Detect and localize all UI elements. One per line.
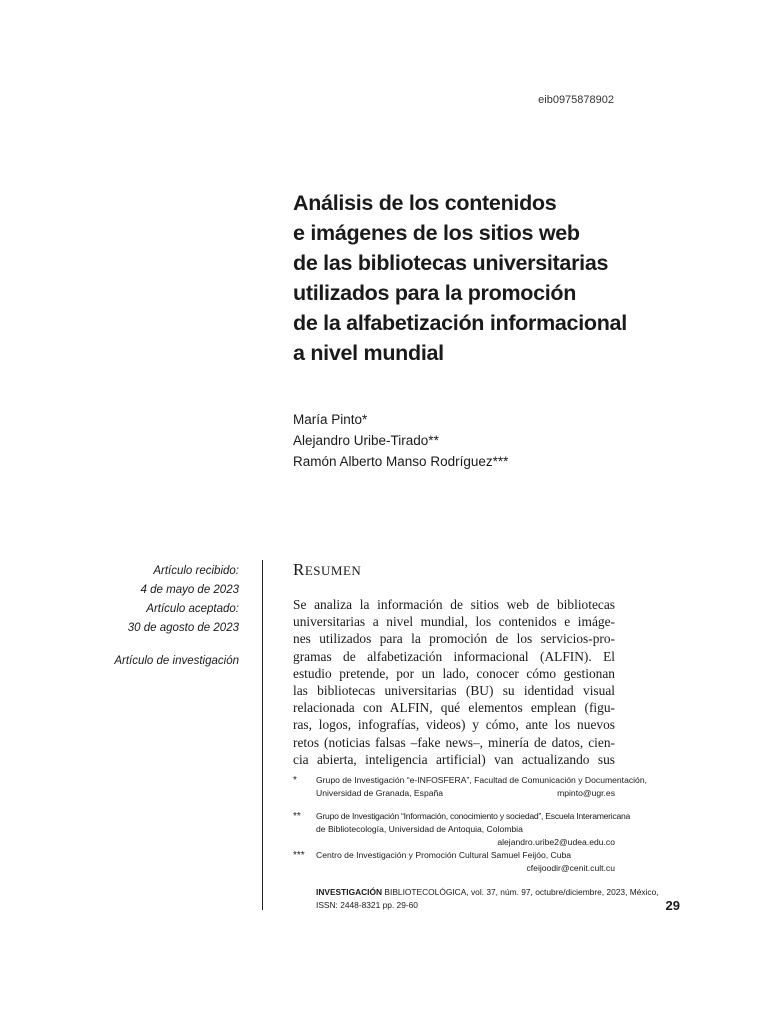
- author-list: [293, 409, 508, 472]
- footnote-email[interactable]: mpinto@ugr.es: [557, 788, 615, 798]
- author-name: María Pinto*: [293, 412, 368, 427]
- document-id: eib0975878902: [538, 94, 614, 106]
- abstract-line: gramas de alfabetización informacional (ALFIN). El: [293, 648, 615, 664]
- accepted-date: 30 de agosto de 2023: [127, 622, 239, 634]
- received-label: Artículo recibido:: [153, 565, 239, 577]
- title-line: e imágenes de los sitios web: [293, 221, 580, 245]
- footnote-affiliation: Grupo de Investigación “Información, conocimiento y sociedad”, Escuela Interamericana: [316, 811, 631, 821]
- abstract-line: relacionada con ALFIN, qué elementos emplean (figu-: [293, 700, 615, 716]
- title-line: de las bibliotecas universitarias: [293, 251, 609, 275]
- citation-line: [316, 886, 659, 899]
- footnotes: [293, 774, 648, 875]
- article-type: Artículo de investigación: [114, 655, 239, 667]
- title-line: utilizados para la promoción: [293, 281, 577, 305]
- abstract-text: [293, 596, 615, 768]
- column-divider: [262, 560, 263, 910]
- section-heading: [293, 560, 361, 580]
- abstract-line: universitarias a nivel mundial, los contenidos e imáge-: [293, 614, 615, 630]
- footnote-affiliation: Universidad de Granada, España: [316, 788, 444, 798]
- footnote-affiliation: Grupo de Investigación “e-INFOSFERA”, Facultad de Comunicación y Documentación,: [316, 775, 648, 785]
- journal-name: INVESTIGACIÓN: [316, 887, 383, 897]
- abstract-line: retos (noticias falsas –fake news–, minería de datos, cien-: [293, 734, 615, 750]
- footnote-affiliation: Centro de Investigación y Promoción Cultural Samuel Feijóo, Cuba: [316, 850, 572, 860]
- journal-details: BIBLIOTECOLÓGICA, vol. 37, núm. 97, octubre/diciembre, 2023, México,: [384, 887, 659, 897]
- abstract-line: ras, logos, infografías, videos) y cómo, ante los nuevos: [293, 717, 615, 733]
- footnote-mark: **: [293, 811, 301, 822]
- footnote-email[interactable]: alejandro.uribe2@udea.edu.co: [497, 837, 615, 847]
- footnote: [293, 774, 648, 800]
- issn-line: ISSN: 2448-8321 pp. 29-60: [316, 900, 418, 910]
- footnote: [293, 810, 631, 849]
- page-number: 29: [665, 898, 680, 913]
- abstract-line: cia abierta, inteligencia artificial) van actualizando sus: [293, 751, 615, 767]
- author-name: Ramón Alberto Manso Rodríguez***: [293, 454, 509, 469]
- title-line: Análisis de los contenidos: [293, 191, 557, 215]
- footnote-email[interactable]: cfeijoodir@cenit.cult.cu: [526, 863, 615, 873]
- section-heading-initial: R: [293, 560, 305, 579]
- footnote-mark: *: [293, 775, 297, 786]
- journal-citation: [316, 886, 659, 912]
- footnote: [293, 849, 615, 875]
- accepted-label: Artículo aceptado:: [146, 603, 239, 615]
- title-line: de la alfabetización informacional: [293, 311, 627, 335]
- section-heading-rest: ESUMEN: [304, 563, 362, 578]
- abstract-line: las bibliotecas universitarias (BU) su identidad visual: [293, 683, 615, 699]
- abstract-line: Se analiza la información de sitios web de bibliotecas: [293, 597, 615, 612]
- article-title: [293, 188, 673, 368]
- author-name: Alejandro Uribe-Tirado**: [293, 433, 439, 448]
- abstract-line: estudio pretende, por un lado, conocer cómo gestionan: [293, 665, 615, 681]
- article-metadata: [114, 562, 239, 671]
- received-date: 4 de mayo de 2023: [140, 584, 239, 596]
- footnote-affiliation: de Bibliotecología, Universidad de Antoquia, Colombia: [316, 824, 523, 834]
- abstract-line: nes utilizados para la promoción de los servicios-pro-: [293, 631, 615, 647]
- footnote-mark: ***: [293, 850, 305, 861]
- title-line: a nivel mundial: [293, 341, 444, 365]
